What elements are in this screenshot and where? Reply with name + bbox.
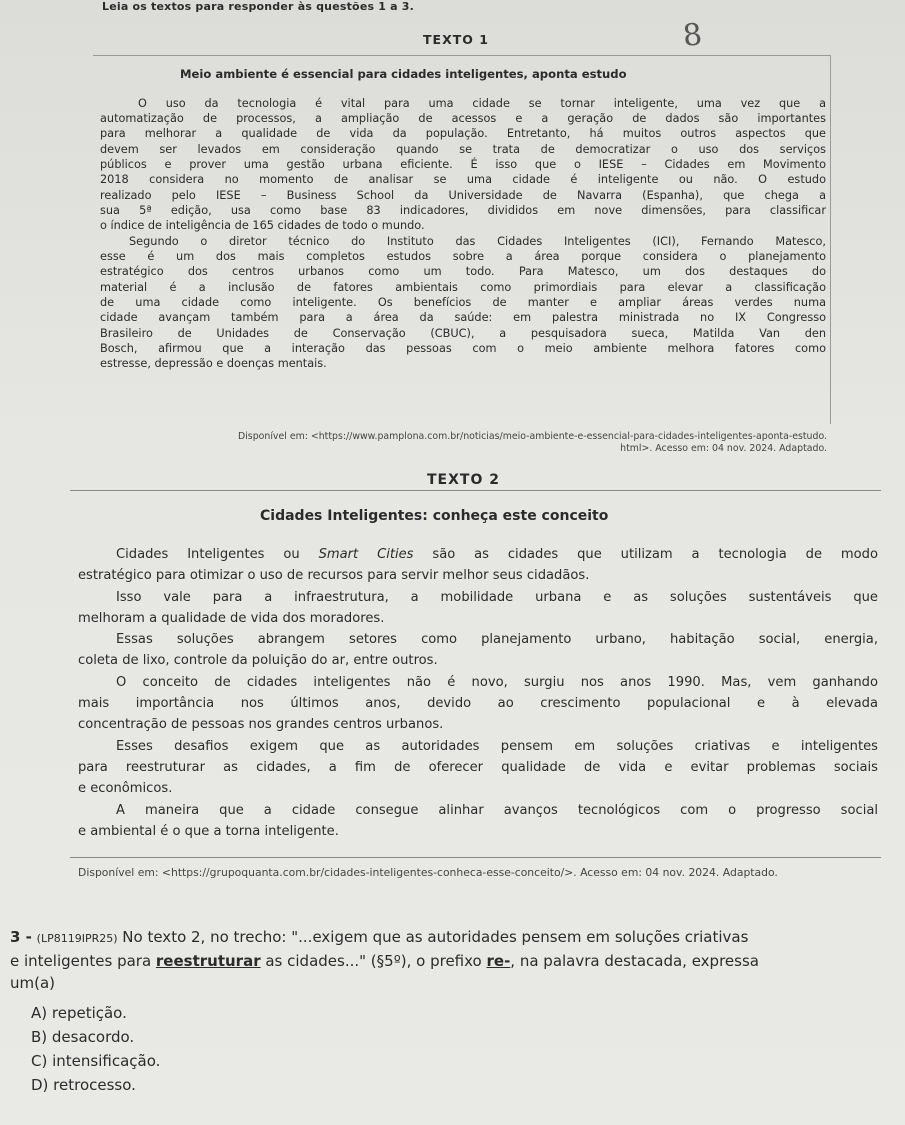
option-c[interactable]: C) intensificação.	[31, 1052, 161, 1070]
texto1-line: o índice de inteligência de 165 cidades de todo o mundo.	[100, 219, 425, 232]
texto1-line: Bosch, afirmou que a interação das pessoas com o meio ambiente melhora fatores como	[100, 342, 826, 355]
question-line	[10, 950, 895, 972]
texto2-line	[116, 544, 878, 565]
texto2-line: concentração de pessoas nos grandes centros urbanos.	[78, 717, 444, 732]
question-number: 3 -	[10, 928, 32, 946]
texto2-line: para reestruturar as cidades, a fim de oferecer qualidade de vida e evitar problemas sociais	[78, 760, 878, 775]
question-text: as cidades..." (§5º), o prefixo	[260, 952, 487, 970]
texto1-line: automatização de processos, a ampliação de acessos e a geração de dados são importantes	[100, 112, 826, 125]
texto2-source: Disponível em: <https://grupoquanta.com.br/cidades-inteligentes-conheca-esse-conceito/>. Acesso em: 04 nov. 2024. Adaptado.	[78, 866, 778, 879]
texto1-line: esse é um dos mais completos estudos sobre a área porque considera o planejamento	[100, 250, 826, 263]
texto1-label: TEXTO 1	[423, 32, 489, 47]
question-text: No texto 2, no trecho: "...exigem que as autoridades pensem em soluções criativas	[117, 928, 749, 946]
texto2-line: estratégico para otimizar o uso de recursos para servir melhor seus cidadãos.	[78, 568, 590, 583]
texto1-line: 2018 considera no momento de analisar se uma cidade é inteligente ou não. O estudo	[100, 173, 826, 186]
texto1-source-line1: Disponível em: <https://www.pamplona.com.br/noticias/meio-ambiente-e-essencial-para-cidades-inteligentes-aponta-estudo.	[237, 431, 827, 442]
texto1-line: devem ser levados em consideração quando se trata de democratizar o uso dos serviços	[100, 143, 826, 156]
texto1-line: para melhorar a qualidade de vida da população. Entretanto, há muitos outros aspectos que	[100, 127, 826, 140]
texto2-line: e ambiental é o que a torna inteligente.	[78, 824, 339, 839]
texto1-line: cidade avançam também para a área da saúde: em palestra ministrada no IX Congresso	[100, 311, 826, 324]
question-3	[10, 926, 895, 994]
texto2-line: coleta de lixo, controle da poluição do ar, entre outros.	[78, 653, 438, 668]
texto1-line: estratégico dos centros urbanos como um todo. Para Matesco, um dos destaques do	[100, 265, 826, 278]
texto2-title: Cidades Inteligentes: conheça este conceito	[260, 508, 609, 524]
highlighted-word: reestruturar	[155, 952, 261, 970]
texto2-line: O conceito de cidades inteligentes não é novo, surgiu nos anos 1990. Mas, vem ganhando	[116, 675, 878, 690]
texto2-label: TEXTO 2	[427, 472, 500, 488]
question-text: e inteligentes para	[10, 952, 156, 970]
option-b[interactable]: B) desacordo.	[31, 1028, 135, 1046]
texto2-line: A maneira que a cidade consegue alinhar avanços tecnológicos com o progresso social	[116, 803, 878, 818]
texto1-title: Meio ambiente é essencial para cidades inteligentes, aponta estudo	[180, 67, 627, 81]
texto2-line: Esses desafios exigem que as autoridades pensem em soluções criativas e inteligentes	[116, 739, 878, 754]
texto1-line: Brasileiro de Unidades de Conservação (CBUC), a pesquisadora sueca, Matilda Van den	[100, 327, 826, 340]
texto2-line-pre: Cidades Inteligentes ou	[116, 547, 319, 562]
texto1-line: material é a inclusão de fatores ambientais como primordiais para elevar a classificação	[100, 281, 826, 294]
texto1-line: realizado pelo IESE – Business School da Universidade de Navarra (Espanha), que chega a	[100, 189, 826, 202]
texto2-line-emphasis: Smart Cities	[318, 547, 414, 562]
texto2-line: melhoram a qualidade de vida dos moradores.	[78, 611, 385, 626]
handwritten-note: 8	[681, 17, 704, 54]
question-line: um(a)	[10, 974, 56, 992]
option-a[interactable]: A) repetição.	[31, 1004, 127, 1022]
texto1-line: Segundo o diretor técnico do Instituto das Cidades Inteligentes (ICI), Fernando Matesco,	[129, 235, 826, 248]
texto1-source-line2: html>. Acesso em: 04 nov. 2024. Adaptado.	[620, 443, 827, 454]
texto2-line: e econômicos.	[78, 781, 173, 796]
question-text: , na palavra destacada, expressa	[510, 952, 759, 970]
option-d[interactable]: D) retrocesso.	[31, 1076, 136, 1094]
texto2-line: mais importância nos últimos anos, devido ao crescimento populacional e à elevada	[78, 696, 878, 711]
texto1-line: de uma cidade como inteligente. Os benefícios de manter e ampliar áreas verdes numa	[100, 296, 826, 309]
instruction-text: Leia os textos para responder às questões 1 a 3.	[102, 0, 415, 13]
texto2-line-post: são as cidades que utilizam a tecnologia de modo	[413, 547, 878, 562]
texto2-line: Isso vale para a infraestrutura, a mobilidade urbana e as soluções sustentáveis que	[116, 590, 878, 605]
texto1-line: públicos e prover uma gestão urbana eficiente. É isso que o IESE – Cidades em Movimento	[100, 158, 826, 171]
texto1-line: sua 5ª edição, usa como base 83 indicadores, divididos em nove dimensões, para classificar	[100, 204, 826, 217]
texto1-line: estresse, depressão e doenças mentais.	[100, 357, 327, 370]
texto2-line: Essas soluções abrangem setores como planejamento urbano, habitação social, energia,	[116, 632, 878, 647]
question-line	[10, 926, 895, 950]
question-code: (LP8119IPR25)	[36, 932, 118, 945]
texto1-line: O uso da tecnologia é vital para uma cidade se tornar inteligente, uma vez que a	[138, 97, 826, 110]
highlighted-prefix: re-	[486, 952, 511, 970]
